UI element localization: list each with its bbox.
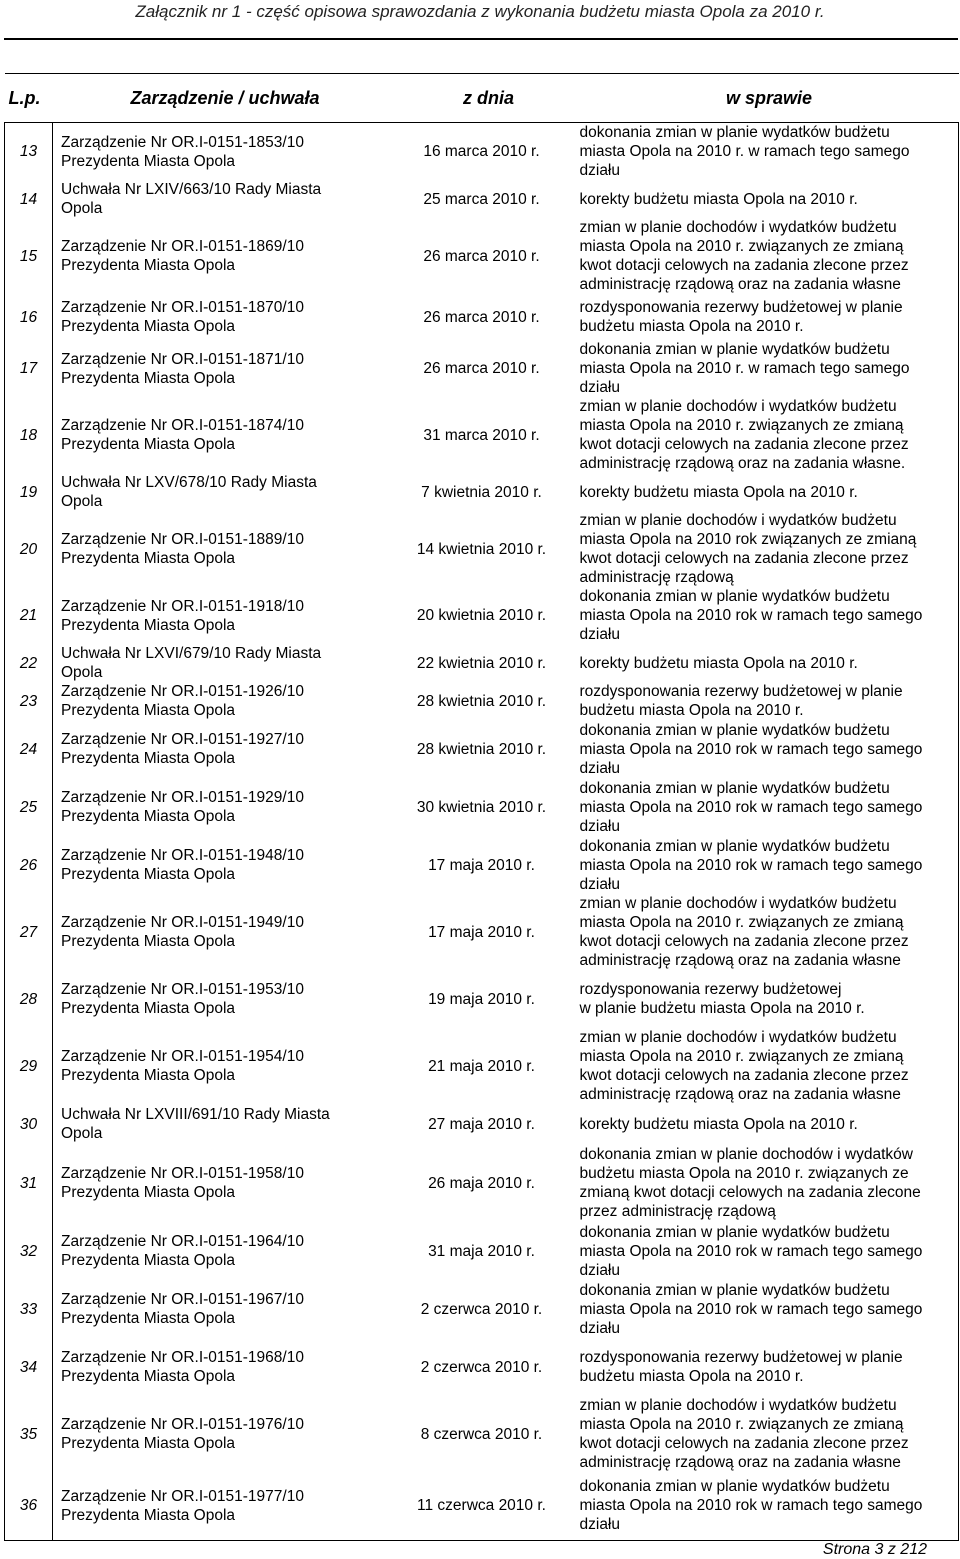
row-number: 22: [5, 644, 53, 682]
document-name-line: Uchwała Nr LXVI/679/10 Rady Miasta: [61, 645, 322, 662]
document-topic-line: kwot dotacji celowych na zadania zlecone przez: [579, 436, 909, 453]
table-row: [5, 1396, 959, 1472]
table-row: [5, 836, 959, 894]
column-header-lp: L.p.: [8, 87, 41, 108]
row-number: 30: [5, 1104, 53, 1144]
document-name-line: Uchwała Nr LXIV/663/10 Rady Miasta: [61, 181, 322, 198]
row-number: 29: [5, 1028, 53, 1104]
document-topic-cell: [580, 682, 959, 720]
document-date: 17 maja 2010 r.: [428, 856, 535, 874]
column-header-name: Zarządzenie / uchwała: [130, 87, 320, 108]
document-topic-line: dokonania zmian w planie wydatków budżetu: [579, 588, 890, 605]
row-number: 25: [5, 778, 53, 836]
table-row: [5, 1104, 959, 1144]
document-topic-line: zmian w planie dochodów i wydatków budżetu: [579, 895, 897, 912]
document-topic-line: dokonania zmian w planie wydatków budżetu: [579, 837, 890, 855]
row-number: 35: [5, 1396, 53, 1472]
document-name-line: Opola: [61, 493, 103, 510]
table-row: [5, 180, 959, 218]
document-topic-line: dokonania zmian w planie wydatków budżetu: [579, 779, 890, 797]
row-number: 13: [5, 123, 53, 181]
table-row: [5, 473, 959, 511]
document-topic-line: dokonania zmian w planie wydatków budżetu: [579, 341, 890, 358]
row-number: 24: [5, 720, 53, 778]
row-number: 19: [5, 473, 53, 511]
document-name-line: Uchwała Nr LXVIII/691/10 Rady Miasta: [61, 1106, 330, 1123]
document-name-line: Prezydenta Miasta Opola: [61, 1368, 236, 1385]
document-name-cell: [53, 123, 398, 181]
document-name-line: Zarządzenie Nr OR.I-0151-1977/10: [61, 1487, 304, 1505]
header-rule: [4, 38, 958, 40]
document-name-line: Zarządzenie Nr OR.I-0151-1918/10: [61, 597, 304, 615]
row-number: 14: [5, 180, 53, 218]
table-row: [5, 1338, 959, 1396]
document-topic-line: kwot dotacji celowych na zadania zlecone przez: [579, 1067, 909, 1084]
document-topic-cell: [580, 836, 959, 894]
document-name-cell: [53, 1028, 398, 1104]
table-row: [5, 1144, 959, 1222]
document-date: 14 kwietnia 2010 r.: [416, 540, 547, 558]
document-name-line: Prezydenta Miasta Opola: [61, 1067, 236, 1084]
document-name-line: Prezydenta Miasta Opola: [61, 369, 236, 387]
document-name-line: Prezydenta Miasta Opola: [61, 702, 236, 719]
document-name-line: Zarządzenie Nr OR.I-0151-1958/10: [61, 1165, 304, 1182]
page-number: Strona 3 z 212: [822, 1541, 927, 1558]
document-topic-line: miasta Opola na 2010 r. związanych ze zmianą: [579, 1416, 904, 1433]
document-date: 2 czerwca 2010 r.: [420, 1358, 543, 1376]
document-topic-line: zmian w planie dochodów i wydatków budżetu: [579, 219, 897, 236]
row-number: 23: [5, 682, 53, 720]
document-topic-cell: [580, 720, 959, 778]
document-date: 11 czerwca 2010 r.: [398, 1472, 580, 1540]
table-row: [5, 511, 959, 587]
document-topic-line: miasta Opola na 2010 rok w ramach tego samego: [579, 1242, 923, 1260]
document-topic-line: administrację rządową oraz na zadania własne: [579, 952, 901, 969]
table-row: [5, 644, 959, 682]
document-topic-line: rozdysponowania rezerwy budżetowej w planie: [579, 683, 903, 700]
document-name-line: Prezydenta Miasta Opola: [61, 436, 236, 453]
document-topic-line: zmian w planie dochodów i wydatków budżetu: [579, 1397, 897, 1414]
document-name-cell: [53, 473, 398, 511]
document-name-cell: [53, 894, 398, 970]
document-name-line: Zarządzenie Nr OR.I-0151-1948/10: [61, 847, 304, 864]
document-name-cell: [53, 218, 398, 294]
document-topic-line: administrację rządową oraz na zadania własne: [579, 1454, 901, 1471]
document-topic-line: miasta Opola na 2010 rok w ramach tego samego: [579, 1300, 923, 1318]
document-date: 28 kwietnia 2010 r.: [416, 740, 547, 758]
table-row: [5, 970, 959, 1028]
document-topic-line: kwot dotacji celowych na zadania zlecone przez: [579, 550, 909, 567]
document-topic-line: budżetu miasta Opola na 2010 r.: [579, 318, 804, 335]
document-name-line: Zarządzenie Nr OR.I-0151-1954/10: [61, 1048, 304, 1065]
table-row: [5, 720, 959, 778]
document-name-cell: [53, 1472, 398, 1540]
document-topic-line: miasta Opola na 2010 r. w ramach tego samego: [579, 360, 910, 377]
document-topic-cell: [580, 1472, 959, 1540]
row-number: 17: [5, 340, 53, 397]
document-topic-line: działu: [579, 626, 620, 643]
document-topic-line: miasta Opola na 2010 rok w ramach tego samego: [579, 607, 923, 624]
row-number: 34: [5, 1338, 53, 1396]
document-topic-line: miasta Opola na 2010 r. w ramach tego samego: [579, 143, 910, 160]
document-topic-line: kwot dotacji celowych na zadania zlecone przez: [579, 257, 909, 274]
document-topic-line: zmian w planie dochodów i wydatków budżetu: [579, 398, 897, 415]
document-name-line: Prezydenta Miasta Opola: [61, 1000, 236, 1017]
document-topic-cell: [580, 218, 959, 294]
document-topic-line: działu: [579, 875, 620, 893]
document-topic-line: zmian w planie dochodów i wydatków budżetu: [579, 512, 897, 529]
document-name-cell: [53, 836, 398, 894]
table-row: [5, 778, 959, 836]
column-header-topic: w sprawie: [725, 87, 813, 108]
document-topic-cell: [580, 473, 959, 511]
table-row: [5, 218, 959, 294]
document-date: 26 marca 2010 r.: [423, 360, 540, 377]
document-topic-cell: [580, 123, 959, 181]
document-topic-line: miasta Opola na 2010 r. związanych ze zmianą: [579, 238, 904, 255]
document-topic-cell: [580, 1144, 959, 1222]
document-topic-cell: [580, 1028, 959, 1104]
document-topic-cell: [580, 894, 959, 970]
document-topic-line: działu: [579, 1319, 620, 1337]
document-topic-line: dokonania zmian w planie wydatków budżetu: [579, 721, 890, 739]
table-row: [5, 1222, 959, 1280]
table-header-row: [5, 74, 959, 123]
document-name-line: Prezydenta Miasta Opola: [61, 1506, 236, 1524]
document-topic-line: dokonania zmian w planie wydatków budżetu: [579, 1478, 890, 1496]
document-name-line: Zarządzenie Nr OR.I-0151-1853/10: [61, 133, 304, 151]
document-name-cell: [53, 778, 398, 836]
resolutions-table: [4, 73, 959, 1541]
document-name-cell: [53, 1338, 398, 1396]
document-topic-line: dokonania zmian w planie wydatków budżetu: [579, 1281, 890, 1299]
document-date: 31 marca 2010 r.: [423, 426, 540, 444]
row-number: 18: [5, 397, 53, 473]
document-date: 26 maja 2010 r.: [428, 1174, 535, 1192]
row-number: 26: [5, 836, 53, 894]
document-topic-line: rozdysponowania rezerwy budżetowej w planie: [579, 299, 903, 316]
document-topic-line: administrację rządową oraz na zadania własne: [579, 1086, 901, 1103]
document-name-line: Zarządzenie Nr OR.I-0151-1869/10: [61, 238, 304, 255]
table-row: [5, 894, 959, 970]
document-name-line: Zarządzenie Nr OR.I-0151-1870/10: [61, 299, 304, 316]
document-topic-line: rozdysponowania rezerwy budżetowej: [579, 981, 842, 998]
document-topic-line: administrację rządową oraz na zadania własne: [579, 276, 901, 293]
document-name-cell: [53, 1396, 398, 1472]
row-number: 31: [5, 1144, 53, 1222]
document-date: 31 maja 2010 r.: [428, 1242, 535, 1260]
document-topic-line: kwot dotacji celowych na zadania zlecone przez: [579, 933, 909, 950]
document-topic-line: miasta Opola na 2010 rok związanych ze zmianą: [579, 531, 917, 548]
document-header: Załącznik nr 1 - część opisowa sprawozdania z wykonania budżetu miasta Opola za 2010 r.: [135, 2, 825, 21]
document-topic-cell: [580, 587, 959, 644]
document-date: 30 kwietnia 2010 r.: [416, 798, 547, 816]
document-name-line: Opola: [61, 200, 103, 217]
document-name-line: Zarządzenie Nr OR.I-0151-1964/10: [61, 1233, 304, 1250]
document-date: 27 maja 2010 r.: [428, 1115, 535, 1133]
document-topic-line: miasta Opola na 2010 r. związanych ze zmianą: [579, 417, 904, 434]
document-topic-cell: [580, 511, 959, 587]
document-topic-line: działu: [579, 1261, 620, 1279]
document-topic-cell: [580, 397, 959, 473]
document-name-line: Zarządzenie Nr OR.I-0151-1889/10: [61, 531, 304, 548]
document-date: 17 maja 2010 r.: [428, 923, 535, 941]
document-name-line: Prezydenta Miasta Opola: [61, 1310, 236, 1327]
document-name-line: Zarządzenie Nr OR.I-0151-1968/10: [61, 1349, 304, 1366]
document-name-line: Prezydenta Miasta Opola: [61, 933, 236, 950]
document-name-line: Prezydenta Miasta Opola: [61, 550, 236, 567]
document-name-line: Prezydenta Miasta Opola: [61, 318, 236, 335]
document-name-line: Prezydenta Miasta Opola: [61, 808, 236, 825]
document-topic-cell: [580, 340, 959, 397]
document-topic-line: miasta Opola na 2010 rok w ramach tego samego: [579, 740, 923, 758]
table-row: [5, 123, 959, 181]
document-topic-line: administrację rządową oraz na zadania własne.: [579, 455, 906, 472]
document-topic-line: budżetu miasta Opola na 2010 r. związanych ze: [579, 1165, 909, 1182]
document-name-line: Prezydenta Miasta Opola: [61, 1252, 236, 1269]
document-name-line: Prezydenta Miasta Opola: [61, 152, 236, 170]
document-name-line: Prezydenta Miasta Opola: [61, 616, 236, 634]
document-topic-line: działu: [579, 1516, 620, 1534]
table-row: [5, 1028, 959, 1104]
row-number: 27: [5, 894, 53, 970]
document-name-line: Zarządzenie Nr OR.I-0151-1967/10: [61, 1291, 304, 1308]
document-name-line: Zarządzenie Nr OR.I-0151-1929/10: [61, 789, 304, 806]
table-row: [5, 587, 959, 644]
document-topic-cell: [580, 294, 959, 340]
table-row: [5, 1280, 959, 1338]
document-topic-line: dokonania zmian w planie wydatków budżetu: [579, 124, 890, 141]
document-topic-cell: [580, 180, 959, 218]
document-date: 20 kwietnia 2010 r.: [416, 607, 547, 624]
document-topic-line: miasta Opola na 2010 r. związanych ze zmianą: [579, 1048, 904, 1065]
document-date: 19 maja 2010 r.: [428, 990, 535, 1008]
document-topic-line: działu: [579, 162, 620, 179]
row-number: 33: [5, 1280, 53, 1338]
document-name-line: Prezydenta Miasta Opola: [61, 1435, 236, 1452]
document-topic-line: korekty budżetu miasta Opola na 2010 r.: [579, 190, 858, 208]
document-topic-line: miasta Opola na 2010 rok w ramach tego samego: [579, 798, 923, 816]
document-topic-line: korekty budżetu miasta Opola na 2010 r.: [579, 1115, 858, 1133]
document-date: 22 kwietnia 2010 r.: [416, 654, 547, 672]
document-topic-line: korekty budżetu miasta Opola na 2010 r.: [579, 654, 858, 672]
document-name-line: Prezydenta Miasta Opola: [61, 750, 236, 767]
document-topic-cell: [580, 970, 959, 1028]
document-topic-line: działu: [579, 817, 620, 835]
document-topic-line: budżetu miasta Opola na 2010 r.: [579, 1368, 804, 1385]
document-date: 7 kwietnia 2010 r.: [421, 483, 542, 501]
document-name-cell: [53, 682, 398, 720]
document-name-line: Zarządzenie Nr OR.I-0151-1976/10: [61, 1416, 304, 1433]
document-topic-cell: [580, 778, 959, 836]
document-topic-line: kwot dotacji celowych na zadania zlecone przez: [579, 1435, 909, 1452]
column-header-date: z dnia: [462, 87, 514, 108]
document-name-cell: [53, 1222, 398, 1280]
document-topic-line: zmian w planie dochodów i wydatków budżetu: [579, 1029, 897, 1046]
row-number: 20: [5, 511, 53, 587]
document-topic-line: działu: [579, 759, 620, 777]
document-topic-line: miasta Opola na 2010 r. związanych ze zmianą: [579, 914, 904, 931]
document-name-cell: [53, 340, 398, 397]
document-date: 8 czerwca 2010 r.: [420, 1425, 543, 1443]
document-name-cell: [53, 970, 398, 1028]
document-topic-line: w planie budżetu miasta Opola na 2010 r.: [579, 1000, 865, 1017]
document-date: 26 marca 2010 r.: [423, 308, 540, 326]
document-name-cell: [53, 720, 398, 778]
row-number: 16: [5, 294, 53, 340]
document-name-line: Uchwała Nr LXV/678/10 Rady Miasta: [61, 474, 317, 491]
document-topic-cell: [580, 1396, 959, 1472]
table-row: [5, 397, 959, 473]
document-topic-cell: [580, 644, 959, 682]
document-name-line: Zarządzenie Nr OR.I-0151-1871/10: [61, 350, 304, 368]
table-row: [5, 294, 959, 340]
row-number: 28: [5, 970, 53, 1028]
document-name-cell: [53, 644, 398, 682]
row-number: 32: [5, 1222, 53, 1280]
document-name-line: Opola: [61, 1125, 103, 1142]
document-name-cell: [53, 397, 398, 473]
document-name-line: Prezydenta Miasta Opola: [61, 866, 236, 883]
table-row: [5, 1472, 959, 1540]
document-topic-line: korekty budżetu miasta Opola na 2010 r.: [579, 483, 858, 501]
document-name-line: Opola: [61, 664, 103, 681]
document-topic-cell: [580, 1338, 959, 1396]
document-name-line: Prezydenta Miasta Opola: [61, 257, 236, 274]
document-name-cell: [53, 587, 398, 644]
document-date: 21 maja 2010 r.: [428, 1057, 535, 1075]
document-topic-line: dokonania zmian w planie dochodów i wydatków: [579, 1146, 913, 1163]
document-name-cell: [53, 180, 398, 218]
document-name-line: Zarządzenie Nr OR.I-0151-1949/10: [61, 914, 304, 931]
row-number: 21: [5, 587, 53, 644]
document-topic-line: miasta Opola na 2010 rok w ramach tego samego: [579, 856, 923, 874]
document-name-line: Prezydenta Miasta Opola: [61, 1184, 236, 1201]
document-topic-line: administrację rządową: [579, 569, 734, 586]
document-name-line: Zarządzenie Nr OR.I-0151-1927/10: [61, 731, 304, 748]
document-topic-line: przez administrację rządową: [579, 1203, 776, 1220]
document-date: 2 czerwca 2010 r.: [420, 1300, 543, 1318]
table-row: [5, 340, 959, 397]
document-topic-line: działu: [579, 379, 620, 396]
document-topic-line: budżetu miasta Opola na 2010 r.: [579, 702, 804, 719]
document-topic-line: dokonania zmian w planie wydatków budżetu: [579, 1223, 890, 1241]
document-topic-line: rozdysponowania rezerwy budżetowej w planie: [579, 1349, 903, 1366]
document-date: 25 marca 2010 r.: [423, 190, 540, 208]
document-topic-cell: [580, 1280, 959, 1338]
document-topic-cell: [580, 1104, 959, 1144]
document-name-line: Zarządzenie Nr OR.I-0151-1953/10: [61, 981, 304, 998]
document-name-line: Zarządzenie Nr OR.I-0151-1926/10: [61, 683, 304, 700]
document-date: 16 marca 2010 r.: [423, 143, 540, 160]
document-date: 26 marca 2010 r.: [423, 247, 540, 265]
table-row: [5, 682, 959, 720]
document-name-cell: [53, 1280, 398, 1338]
row-number: 15: [5, 218, 53, 294]
row-number: 36: [5, 1472, 53, 1540]
document-name-line: Zarządzenie Nr OR.I-0151-1874/10: [61, 417, 304, 434]
document-name-cell: [53, 511, 398, 587]
document-topic-line: zmianą kwot dotacji celowych na zadania zlecone: [579, 1184, 921, 1201]
document-name-cell: [53, 294, 398, 340]
document-topic-cell: [580, 1222, 959, 1280]
document-topic-line: miasta Opola na 2010 rok w ramach tego samego: [579, 1497, 923, 1515]
document-name-cell: [53, 1144, 398, 1222]
document-date: 28 kwietnia 2010 r.: [416, 692, 547, 710]
document-name-cell: [53, 1104, 398, 1144]
